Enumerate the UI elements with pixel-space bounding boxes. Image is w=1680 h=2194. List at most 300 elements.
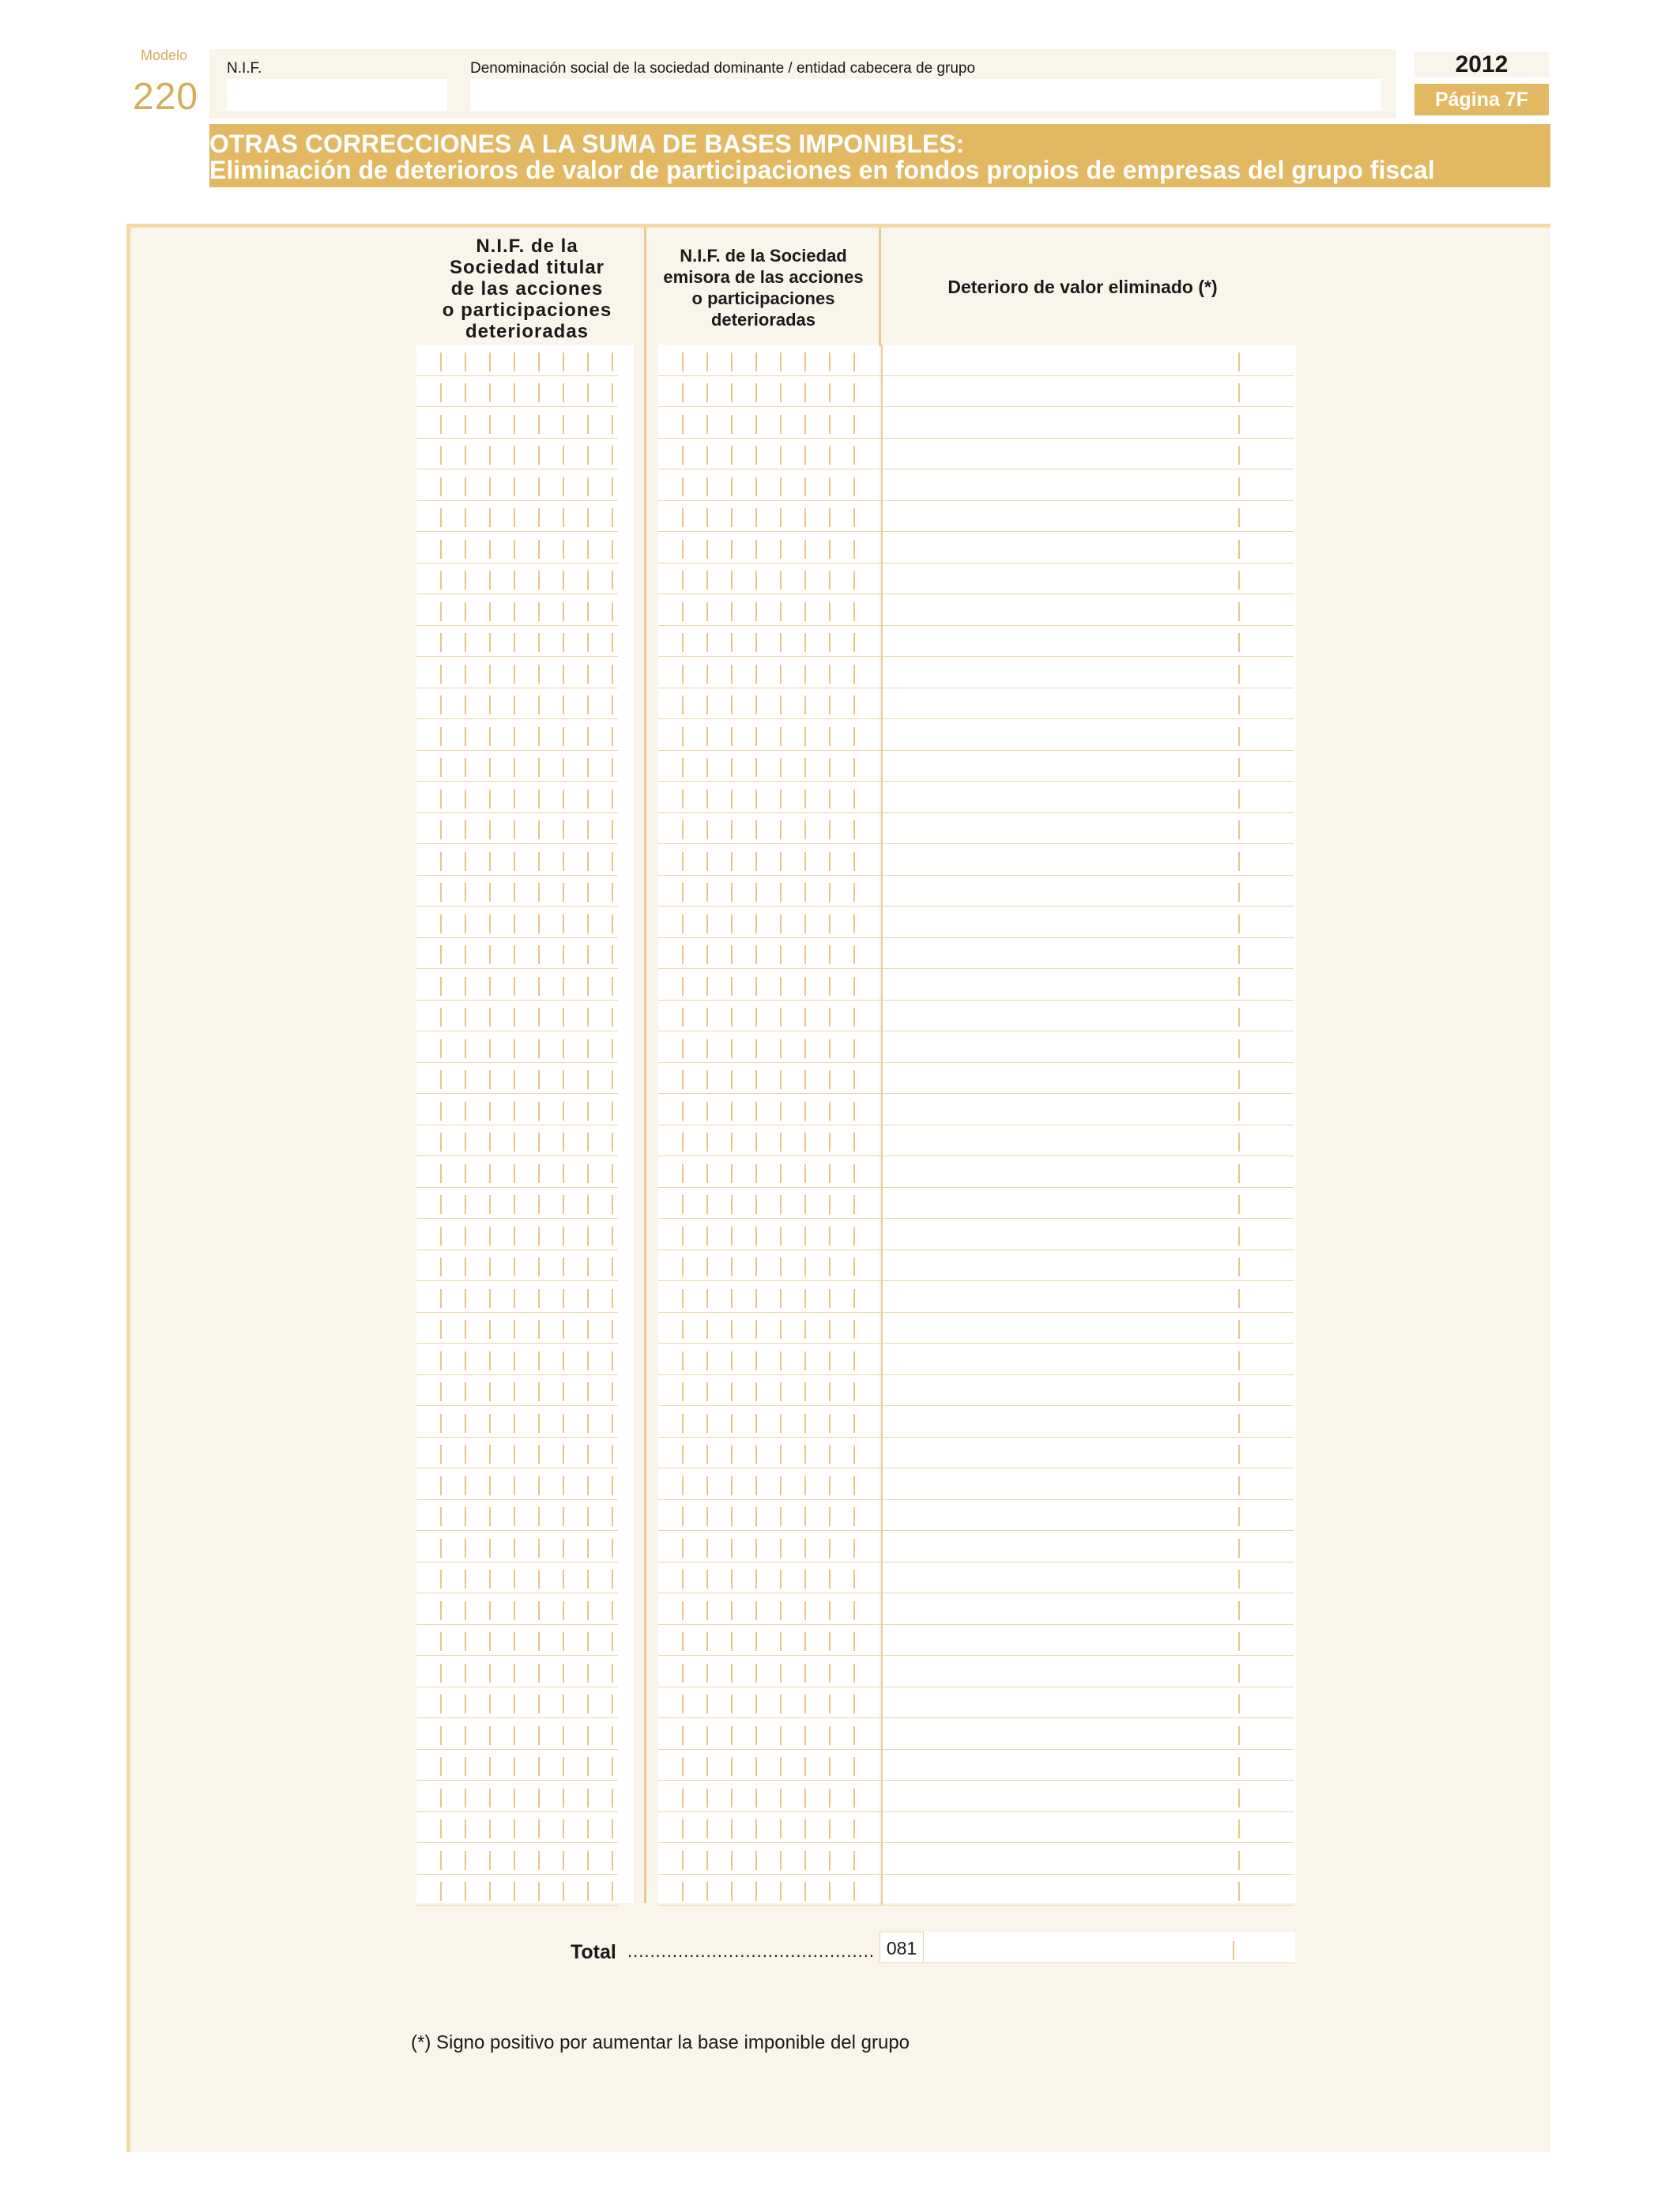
- deterioro-amount-field[interactable]: [881, 1281, 1294, 1313]
- character-separator: [612, 945, 613, 964]
- table-row: [416, 1344, 1296, 1375]
- nif-titular-field[interactable]: [416, 657, 618, 688]
- character-separator: [804, 1133, 806, 1152]
- nif-titular-field[interactable]: [416, 501, 618, 533]
- deterioro-amount-field[interactable]: [881, 1563, 1294, 1594]
- deterioro-amount-field[interactable]: [881, 376, 1294, 408]
- character-separator: [538, 1757, 540, 1776]
- character-separator: [853, 727, 855, 746]
- character-separator: [489, 1414, 491, 1433]
- character-separator: [853, 1819, 855, 1838]
- nif-emisora-field[interactable]: [658, 1156, 881, 1188]
- character-separator: [440, 1664, 442, 1683]
- nif-titular-field[interactable]: [416, 345, 618, 376]
- deterioro-amount-field[interactable]: [881, 532, 1294, 564]
- nif-titular-field[interactable]: [416, 1219, 618, 1250]
- deterioro-amount-field[interactable]: [881, 1344, 1294, 1375]
- character-separator: [538, 446, 540, 465]
- character-separator: [465, 1539, 466, 1558]
- character-separator: [780, 1882, 782, 1901]
- character-separator: [804, 665, 806, 684]
- character-separator: [587, 1570, 589, 1589]
- character-separator: [563, 1195, 564, 1214]
- nif-titular-field[interactable]: [416, 1313, 618, 1344]
- column-header-emisora-line: N.I.F. de la Sociedad: [680, 246, 847, 266]
- nif-titular-field[interactable]: [416, 688, 618, 720]
- character-separator: [853, 696, 855, 714]
- nif-titular-field[interactable]: [416, 376, 618, 408]
- character-separator: [706, 1570, 708, 1589]
- nif-titular-field[interactable]: [416, 1156, 618, 1188]
- nif-titular-field[interactable]: [416, 782, 618, 813]
- nif-emisora-field[interactable]: [658, 844, 881, 876]
- character-separator: [853, 883, 855, 902]
- character-separator: [612, 602, 613, 621]
- character-separator: [804, 852, 806, 871]
- nif-emisora-field[interactable]: [658, 1563, 881, 1594]
- character-separator: [587, 1851, 589, 1870]
- deterioro-amount-field[interactable]: [881, 1718, 1294, 1750]
- character-separator: [514, 696, 515, 714]
- character-separator: [440, 1539, 442, 1558]
- title-line-1: OTRAS CORRECCIONES A LA SUMA DE BASES IMPONIBLES:: [209, 130, 965, 158]
- character-separator: [489, 1382, 491, 1401]
- deterioro-amount-field[interactable]: [881, 688, 1294, 720]
- nif-emisora-field[interactable]: [658, 1281, 881, 1313]
- nif-titular-field[interactable]: [416, 813, 618, 845]
- table-row: [416, 376, 1296, 408]
- character-separator: [853, 1476, 855, 1495]
- nif-emisora-field[interactable]: [658, 594, 881, 626]
- character-separator: [440, 1102, 442, 1121]
- nif-emisora-field[interactable]: [658, 1875, 881, 1906]
- nif-emisora-field[interactable]: [658, 876, 881, 907]
- character-separator: [731, 852, 733, 871]
- nif-emisora-field[interactable]: [658, 1344, 881, 1375]
- character-separator: [612, 1789, 613, 1808]
- deterioro-amount-field[interactable]: [881, 1063, 1294, 1095]
- nif-titular-field[interactable]: [416, 469, 618, 501]
- nif-titular-field[interactable]: [416, 1781, 618, 1812]
- nif-emisora-field[interactable]: [658, 1375, 881, 1407]
- nif-emisora-field[interactable]: [658, 1750, 881, 1781]
- nif-titular-field[interactable]: [416, 407, 618, 439]
- deterioro-amount-field[interactable]: [881, 1313, 1294, 1344]
- character-separator: [804, 1789, 806, 1808]
- deterioro-amount-field[interactable]: [881, 1625, 1294, 1657]
- character-separator: [731, 977, 733, 996]
- nif-titular-field[interactable]: [416, 1063, 618, 1095]
- nif-emisora-field[interactable]: [658, 1406, 881, 1438]
- nif-emisora-field[interactable]: [658, 564, 881, 595]
- nif-emisora-field[interactable]: [658, 501, 881, 533]
- deterioro-amount-field[interactable]: [881, 407, 1294, 439]
- table-row: [416, 1375, 1296, 1407]
- denominacion-field[interactable]: [470, 79, 1381, 111]
- deterioro-amount-field[interactable]: [881, 1656, 1294, 1687]
- character-separator: [587, 914, 589, 933]
- nif-titular-field[interactable]: [416, 532, 618, 564]
- character-separator: [538, 1227, 540, 1246]
- nif-emisora-field[interactable]: [658, 1718, 881, 1750]
- nif-titular-field[interactable]: [416, 719, 618, 751]
- deterioro-amount-field[interactable]: [881, 782, 1294, 813]
- deterioro-amount-field[interactable]: [881, 1125, 1294, 1157]
- character-separator: [755, 1008, 757, 1027]
- nif-emisora-field[interactable]: [658, 1812, 881, 1844]
- character-separator: [612, 665, 613, 684]
- deterioro-amount-field[interactable]: [881, 1531, 1294, 1563]
- year-badge: 2012: [1414, 52, 1549, 77]
- nif-emisora-field[interactable]: [658, 1625, 881, 1657]
- nif-titular-field[interactable]: [416, 1438, 618, 1469]
- character-separator: [538, 1664, 540, 1683]
- table-row: [416, 1438, 1296, 1469]
- character-separator: [465, 1601, 466, 1620]
- deterioro-amount-field[interactable]: [881, 1593, 1294, 1625]
- character-separator: [612, 1570, 613, 1589]
- character-separator: [514, 571, 515, 590]
- nif-emisora-field[interactable]: [658, 1031, 881, 1063]
- character-separator: [587, 1351, 589, 1370]
- character-separator: [682, 1133, 684, 1152]
- character-separator: [853, 1882, 855, 1901]
- column-header-emisora-line: o participaciones: [691, 288, 835, 308]
- nif-titular-field[interactable]: [416, 1094, 618, 1125]
- character-separator: [563, 914, 564, 933]
- modelo-label: Modelo: [141, 47, 188, 63]
- table-row: [416, 657, 1296, 688]
- decimal-separator: [1238, 1070, 1240, 1089]
- character-separator: [682, 633, 684, 652]
- character-separator: [612, 1164, 613, 1183]
- decimal-separator: [1238, 1320, 1240, 1339]
- nif-titular-field[interactable]: [416, 1687, 618, 1719]
- character-separator: [563, 1601, 564, 1620]
- deterioro-amount-field[interactable]: [881, 1843, 1294, 1875]
- character-separator: [682, 1102, 684, 1121]
- nif-emisora-field[interactable]: [658, 1219, 881, 1250]
- character-separator: [731, 1851, 733, 1870]
- column-header-emisora-line: deterioradas: [710, 310, 816, 330]
- character-separator: [514, 1601, 515, 1620]
- character-separator: [612, 758, 613, 777]
- character-separator: [489, 1008, 491, 1027]
- deterioro-amount-field[interactable]: [881, 345, 1294, 376]
- nif-emisora-field[interactable]: [658, 657, 881, 688]
- deterioro-amount-field[interactable]: [881, 564, 1294, 595]
- character-separator: [538, 1414, 540, 1433]
- deterioro-amount-field[interactable]: [881, 938, 1294, 970]
- character-separator: [489, 415, 491, 434]
- character-separator: [706, 352, 708, 371]
- nif-titular-field[interactable]: [416, 564, 618, 595]
- nif-emisora-field[interactable]: [658, 1188, 881, 1220]
- nif-emisora-field[interactable]: [658, 1687, 881, 1719]
- character-separator: [587, 602, 589, 621]
- character-separator: [829, 1257, 831, 1276]
- character-separator: [682, 1664, 684, 1683]
- character-separator: [755, 1351, 757, 1370]
- nif-titular-field[interactable]: [416, 1188, 618, 1220]
- character-separator: [829, 1102, 831, 1121]
- character-separator: [780, 1476, 782, 1495]
- nif-emisora-field[interactable]: [658, 907, 881, 938]
- deterioro-amount-field[interactable]: [881, 1188, 1294, 1220]
- deterioro-amount-field[interactable]: [881, 1500, 1294, 1532]
- character-separator: [563, 1414, 564, 1433]
- deterioro-amount-field[interactable]: [881, 469, 1294, 501]
- nif-titular-field[interactable]: [416, 1750, 618, 1781]
- character-separator: [755, 883, 757, 902]
- nif-emisora-field[interactable]: [658, 1500, 881, 1532]
- nif-emisora-field[interactable]: [658, 407, 881, 439]
- nif-titular-field[interactable]: [416, 1281, 618, 1313]
- character-separator: [514, 633, 515, 652]
- character-separator: [706, 820, 708, 839]
- character-separator: [780, 415, 782, 434]
- character-separator: [853, 758, 855, 777]
- deterioro-amount-field[interactable]: [881, 844, 1294, 876]
- deterioro-amount-field[interactable]: [881, 1250, 1294, 1282]
- character-separator: [563, 1289, 564, 1308]
- character-separator: [563, 1851, 564, 1870]
- nif-emisora-field[interactable]: [658, 938, 881, 970]
- character-separator: [489, 696, 491, 714]
- character-separator: [489, 383, 491, 402]
- nif-emisora-field[interactable]: [658, 1063, 881, 1095]
- deterioro-amount-field[interactable]: [881, 1219, 1294, 1250]
- character-separator: [514, 1851, 515, 1870]
- decimal-separator: [1238, 352, 1240, 371]
- nif-titular-field[interactable]: [416, 1468, 618, 1500]
- nif-titular-field[interactable]: [416, 1500, 618, 1532]
- character-separator: [829, 1320, 831, 1339]
- table-row: [416, 751, 1296, 782]
- nif-titular-field[interactable]: [416, 969, 618, 1001]
- decimal-separator: [1238, 1257, 1240, 1276]
- character-separator: [465, 540, 466, 559]
- nif-titular-field[interactable]: [416, 1875, 618, 1906]
- character-separator: [538, 1851, 540, 1870]
- deterioro-amount-field[interactable]: [881, 1031, 1294, 1063]
- nif-titular-field[interactable]: [416, 1344, 618, 1375]
- deterioro-amount-field[interactable]: [881, 657, 1294, 688]
- character-separator: [804, 820, 806, 839]
- nif-titular-field[interactable]: [416, 1001, 618, 1032]
- nif-field[interactable]: [227, 79, 447, 111]
- character-separator: [563, 508, 564, 527]
- deterioro-amount-field[interactable]: [881, 439, 1294, 470]
- character-separator: [465, 1195, 466, 1214]
- nif-emisora-field[interactable]: [658, 532, 881, 564]
- character-separator: [706, 1851, 708, 1870]
- nif-titular-field[interactable]: [416, 1593, 618, 1625]
- nif-emisora-field[interactable]: [658, 1094, 881, 1125]
- deterioro-amount-field[interactable]: [881, 1406, 1294, 1438]
- character-separator: [489, 1320, 491, 1339]
- nif-emisora-field[interactable]: [658, 751, 881, 782]
- character-separator: [755, 1257, 757, 1276]
- character-separator: [489, 1507, 491, 1526]
- character-separator: [612, 352, 613, 371]
- deterioro-amount-field[interactable]: [881, 907, 1294, 938]
- deterioro-amount-field[interactable]: [881, 1468, 1294, 1500]
- nif-emisora-field[interactable]: [658, 1656, 881, 1687]
- nif-emisora-field[interactable]: [658, 688, 881, 720]
- nif-titular-field[interactable]: [416, 844, 618, 876]
- character-separator: [853, 914, 855, 933]
- character-separator: [780, 1539, 782, 1558]
- character-separator: [563, 1819, 564, 1838]
- table-row: [416, 1188, 1296, 1220]
- nif-emisora-field[interactable]: [658, 1438, 881, 1469]
- deterioro-amount-field[interactable]: [881, 1438, 1294, 1469]
- character-separator: [731, 1227, 733, 1246]
- nif-emisora-field[interactable]: [658, 1313, 881, 1344]
- total-field[interactable]: [924, 1932, 1295, 1963]
- nif-titular-field[interactable]: [416, 1406, 618, 1438]
- character-separator: [514, 1008, 515, 1027]
- character-separator: [538, 540, 540, 559]
- column-header-titular-line: de las acciones: [450, 278, 604, 300]
- character-separator: [804, 1382, 806, 1401]
- character-separator: [465, 1882, 466, 1901]
- title-banner: [209, 124, 1550, 187]
- deterioro-amount-field[interactable]: [881, 719, 1294, 751]
- nif-emisora-field[interactable]: [658, 1250, 881, 1282]
- character-separator: [682, 1726, 684, 1745]
- nif-titular-field[interactable]: [416, 1625, 618, 1657]
- character-separator: [465, 727, 466, 746]
- nif-emisora-field[interactable]: [658, 1001, 881, 1032]
- character-separator: [587, 1789, 589, 1808]
- character-separator: [538, 914, 540, 933]
- character-separator: [853, 790, 855, 809]
- nif-titular-field[interactable]: [416, 594, 618, 626]
- character-separator: [563, 1632, 564, 1651]
- nif-titular-field[interactable]: [416, 938, 618, 970]
- character-separator: [731, 415, 733, 434]
- deterioro-amount-field[interactable]: [881, 751, 1294, 782]
- character-separator: [853, 1133, 855, 1152]
- nif-emisora-field[interactable]: [658, 813, 881, 845]
- character-separator: [440, 1414, 442, 1433]
- nif-emisora-field[interactable]: [658, 626, 881, 658]
- deterioro-amount-field[interactable]: [881, 876, 1294, 907]
- nif-emisora-field[interactable]: [658, 345, 881, 376]
- character-separator: [465, 383, 466, 402]
- deterioro-amount-field[interactable]: [881, 813, 1294, 845]
- table-row: [416, 1125, 1296, 1157]
- deterioro-amount-field[interactable]: [881, 1750, 1294, 1781]
- character-separator: [731, 1882, 733, 1901]
- character-separator: [538, 1476, 540, 1495]
- character-separator: [465, 852, 466, 871]
- nif-titular-field[interactable]: [416, 1375, 618, 1407]
- deterioro-amount-field[interactable]: [881, 1001, 1294, 1032]
- decimal-separator: [1238, 1195, 1240, 1214]
- character-separator: [440, 1507, 442, 1526]
- character-separator: [489, 790, 491, 809]
- nif-titular-field[interactable]: [416, 1031, 618, 1063]
- nif-emisora-field[interactable]: [658, 1531, 881, 1563]
- nif-emisora-field[interactable]: [658, 1593, 881, 1625]
- character-separator: [514, 1070, 515, 1089]
- deterioro-amount-field[interactable]: [881, 1875, 1294, 1906]
- character-separator: [853, 665, 855, 684]
- deterioro-amount-field[interactable]: [881, 1812, 1294, 1844]
- character-separator: [612, 415, 613, 434]
- character-separator: [587, 1164, 589, 1183]
- nif-titular-field[interactable]: [416, 1250, 618, 1282]
- character-separator: [587, 508, 589, 527]
- deterioro-amount-field[interactable]: [881, 1781, 1294, 1812]
- character-separator: [563, 852, 564, 871]
- nif-titular-field[interactable]: [416, 1563, 618, 1594]
- nif-titular-field[interactable]: [416, 1531, 618, 1563]
- character-separator: [731, 1789, 733, 1808]
- nif-titular-field[interactable]: [416, 907, 618, 938]
- nif-titular-field[interactable]: [416, 439, 618, 470]
- character-separator: [804, 1570, 806, 1589]
- character-separator: [804, 1289, 806, 1308]
- nif-titular-field[interactable]: [416, 1843, 618, 1875]
- nif-emisora-field[interactable]: [658, 782, 881, 813]
- deterioro-amount-field[interactable]: [881, 1156, 1294, 1188]
- nif-emisora-field[interactable]: [658, 719, 881, 751]
- character-separator: [731, 1757, 733, 1776]
- character-separator: [440, 1851, 442, 1870]
- nif-emisora-field[interactable]: [658, 1843, 881, 1875]
- character-separator: [612, 1320, 613, 1339]
- character-separator: [829, 1632, 831, 1651]
- character-separator: [755, 1851, 757, 1870]
- character-separator: [465, 1008, 466, 1027]
- deterioro-amount-field[interactable]: [881, 626, 1294, 658]
- nif-titular-field[interactable]: [416, 1656, 618, 1687]
- character-separator: [514, 1320, 515, 1339]
- nif-emisora-field[interactable]: [658, 439, 881, 470]
- nif-titular-field[interactable]: [416, 1718, 618, 1750]
- nif-emisora-field[interactable]: [658, 469, 881, 501]
- deterioro-amount-field[interactable]: [881, 594, 1294, 626]
- character-separator: [780, 1819, 782, 1838]
- character-separator: [514, 1257, 515, 1276]
- deterioro-amount-field[interactable]: [881, 501, 1294, 533]
- nif-titular-field[interactable]: [416, 1812, 618, 1844]
- character-separator: [538, 1819, 540, 1838]
- nif-emisora-field[interactable]: [658, 969, 881, 1001]
- deterioro-amount-field[interactable]: [881, 1094, 1294, 1125]
- nif-emisora-field[interactable]: [658, 1781, 881, 1812]
- character-separator: [853, 1070, 855, 1089]
- footnote: (*) Signo positivo por aumentar la base imponible del grupo: [411, 2032, 910, 2053]
- character-separator: [682, 1164, 684, 1183]
- nif-emisora-field[interactable]: [658, 376, 881, 408]
- nif-titular-field[interactable]: [416, 626, 618, 658]
- character-separator: [440, 415, 442, 434]
- deterioro-amount-field[interactable]: [881, 969, 1294, 1001]
- character-separator: [829, 790, 831, 809]
- nif-titular-field[interactable]: [416, 1125, 618, 1157]
- deterioro-amount-field[interactable]: [881, 1687, 1294, 1719]
- nif-emisora-field[interactable]: [658, 1125, 881, 1157]
- nif-emisora-field[interactable]: [658, 1468, 881, 1500]
- nif-titular-field[interactable]: [416, 751, 618, 782]
- deterioro-amount-field[interactable]: [881, 1375, 1294, 1407]
- nif-titular-field[interactable]: [416, 876, 618, 907]
